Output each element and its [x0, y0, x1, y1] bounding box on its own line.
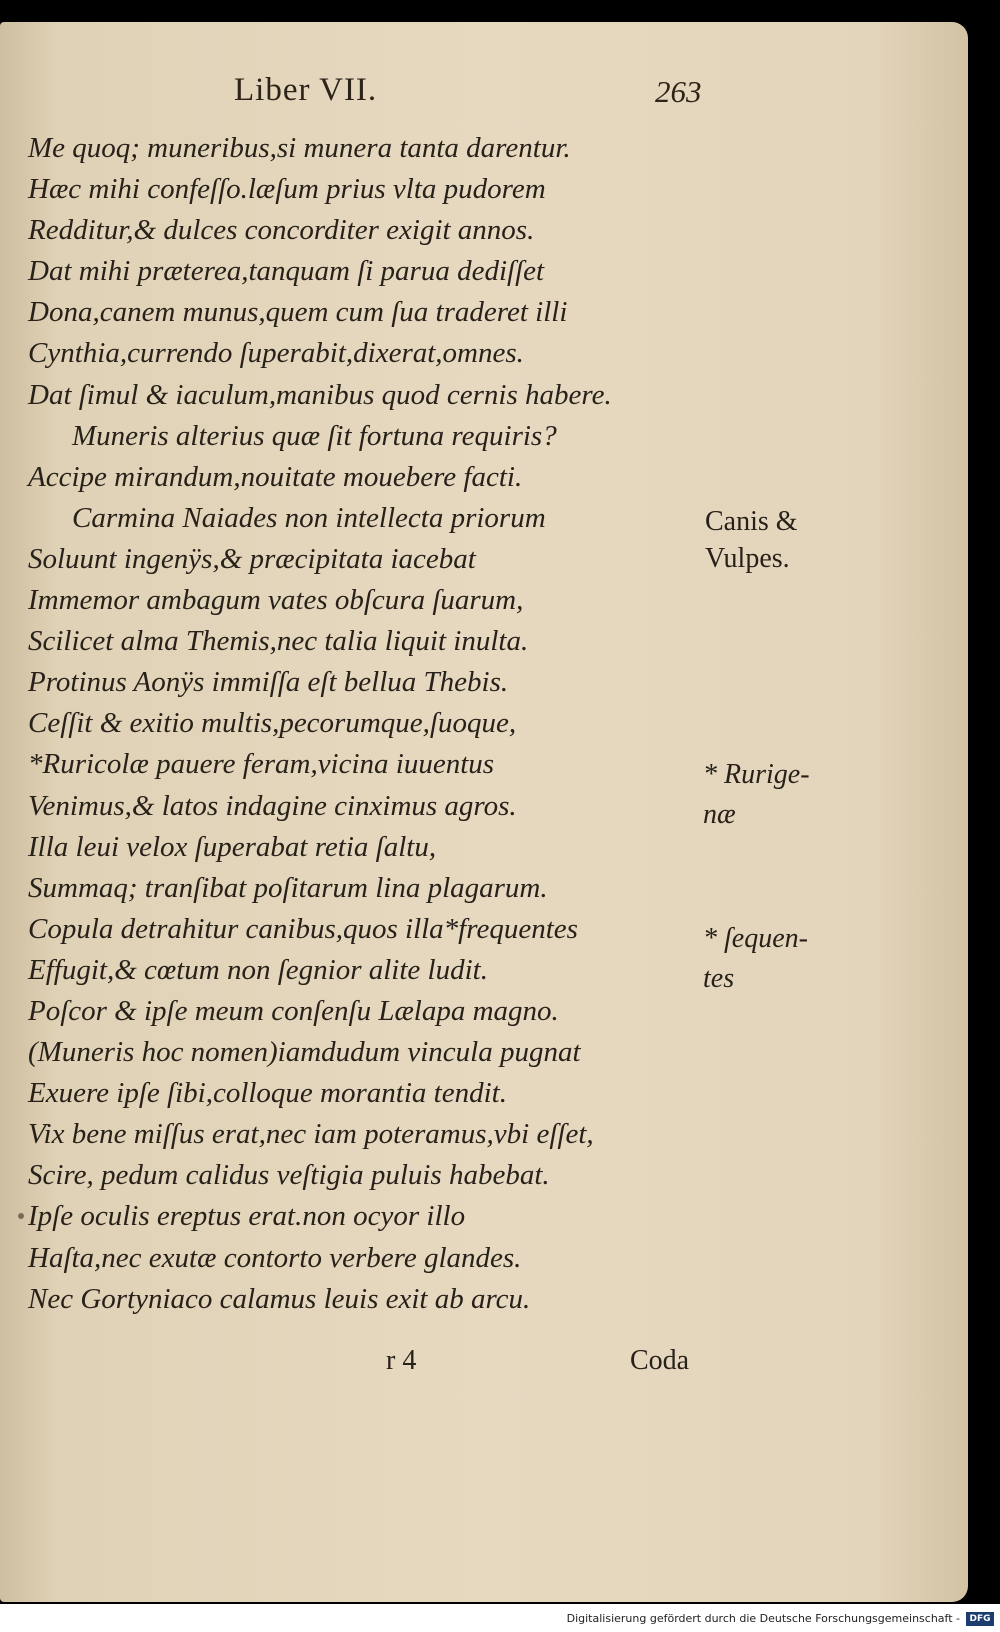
- catchword: Coda: [630, 1345, 690, 1376]
- verse-block: [28, 128, 708, 1320]
- signature-mark: r 4: [386, 1345, 417, 1376]
- ink-spot: [18, 1213, 24, 1219]
- margin-note-vulpes: Vulpes.: [705, 543, 790, 574]
- verse-line: Accipe mirandum,nouitate mouebere facti.: [28, 460, 523, 493]
- verse-line: Vix bene miſſus erat,nec iam poteramus,vbi eſſet,: [28, 1118, 594, 1151]
- verse-line: Dona,canem munus,quem cum ſua traderet illi: [28, 296, 568, 329]
- digitization-credit: Digitalisierung gefördert durch die Deutsche Forschungsgemeinschaft -: [566, 1612, 960, 1625]
- verse-line: Ipſe oculis ereptus erat.non ocyor illo: [28, 1200, 466, 1233]
- verse-line: Immemor ambagum vates obſcura ſuarum,: [28, 584, 524, 617]
- margin-note-canis: Canis &: [705, 506, 798, 537]
- page-number: 263: [655, 74, 702, 109]
- verse-line: Illa leui velox ſuperabat retia ſaltu,: [28, 830, 437, 863]
- verse-line: (Muneris hoc nomen)iamdudum vincula pugnat: [28, 1036, 581, 1069]
- verse-line: Scire, pedum calidus veſtigia puluis habebat.: [28, 1159, 550, 1192]
- verse-line: Dat mihi præterea,tanquam ſi parua dediſſet: [28, 255, 545, 288]
- verse-line: Poſcor & ipſe meum conſenſu Lælapa magno.: [28, 994, 559, 1027]
- verse-line: Nec Gortyniaco calamus leuis exit ab arcu.: [28, 1282, 531, 1315]
- footer-strip: [0, 1604, 1000, 1632]
- verse-line: Ceſſit & exitio multis,pecorumque,ſuoque,: [28, 707, 517, 740]
- verse-line: Exuere ipſe ſibi,colloque morantia tendit.: [28, 1077, 507, 1110]
- verse-line: Dat ſimul & iaculum,manibus quod cernis habere.: [28, 378, 612, 411]
- verse-line: Soluunt ingenÿs,& præcipitata iacebat: [28, 542, 476, 575]
- verse-line: Haſta,nec exutæ contorto verbere glandes.: [28, 1241, 522, 1274]
- verse-line: Carmina Naiades non intellecta priorum: [72, 501, 546, 534]
- verse-line: *Ruricolæ pauere feram,vicina iuuentus: [28, 748, 495, 781]
- verse-line: Me quoq; muneribus,si munera tanta darentur.: [28, 132, 571, 164]
- verse-line: Cynthia,currendo ſuperabit,dixerat,omnes.: [28, 337, 524, 370]
- margin-note-rurigena-cont: næ: [703, 799, 736, 830]
- margin-note-sequentes-cont: tes: [703, 963, 735, 994]
- verse-line: Scilicet alma Themis,nec talia liquit inulta.: [28, 625, 529, 658]
- verse-line: Copula detrahitur canibus,quos illa*frequentes: [28, 912, 578, 945]
- verse-line: Venimus,& latos indagine cinximus agros.: [28, 789, 517, 822]
- dfg-logo: DFG: [966, 1612, 994, 1626]
- verse-line: Summaq; tranſibat poſitarum lina plagarum.: [28, 871, 548, 904]
- margin-note-sequentes: * ſequen-: [703, 923, 808, 954]
- verse-line: Hæc mihi confeſſo.læſum prius vlta pudorem: [28, 173, 546, 206]
- margin-note-rurigena: * Rurige-: [703, 759, 810, 790]
- running-head-title: Liber VII.: [234, 72, 378, 108]
- verse-line: Protinus Aonÿs immiſſa eſt bellua Thebis.: [28, 666, 509, 699]
- verse-line: Muneris alterius quæ ſit fortuna requiris?: [72, 419, 557, 452]
- verse-line: Redditur,& dulces concorditer exigit annos.: [28, 214, 535, 247]
- verse-line: Effugit,& cœtum non ſegnior alite ludit.: [28, 953, 488, 986]
